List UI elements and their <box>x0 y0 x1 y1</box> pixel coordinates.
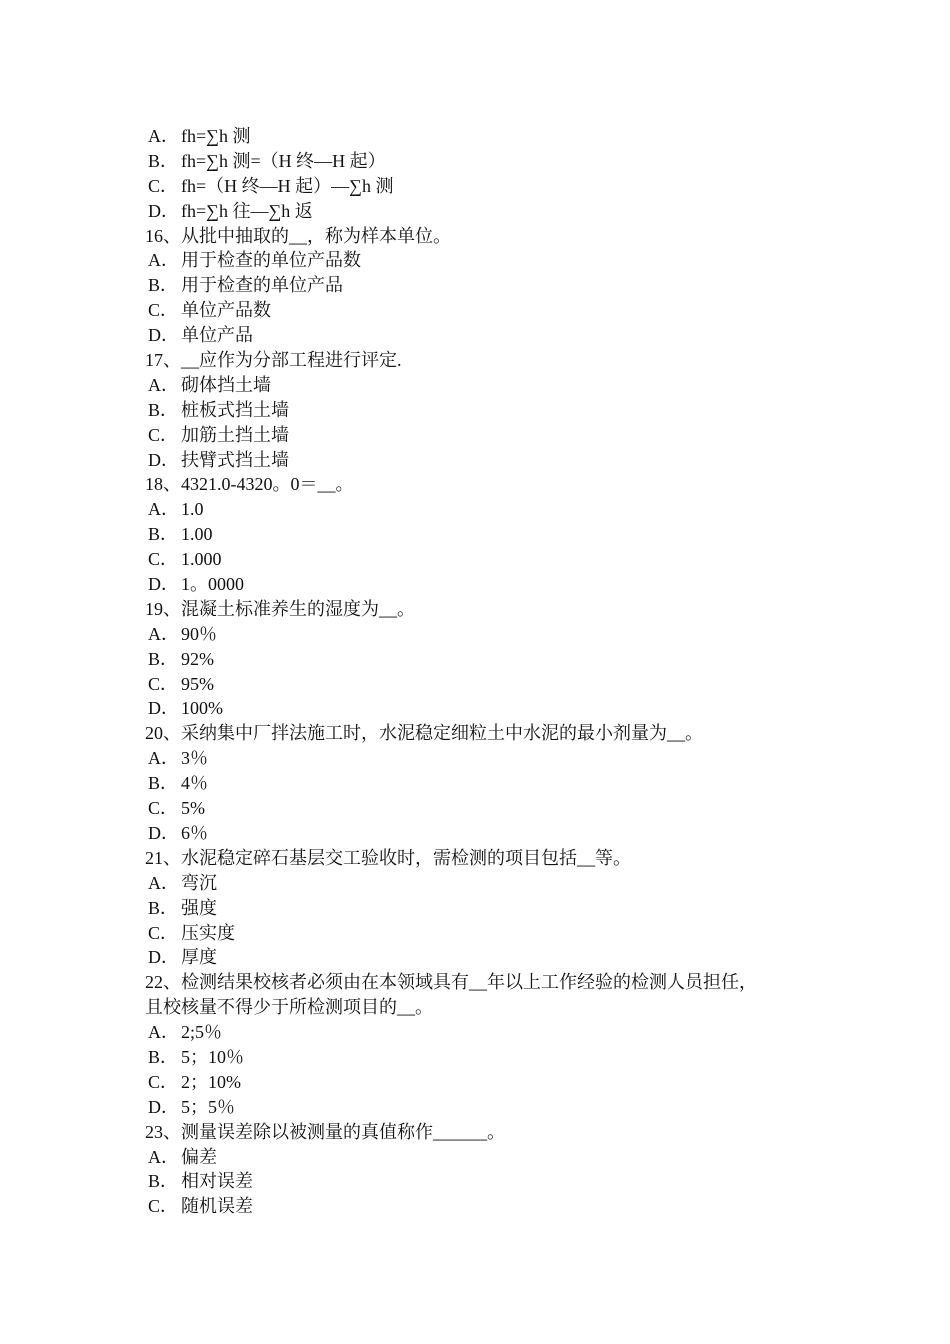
answer-option <box>145 622 825 647</box>
option-letter: A． <box>148 872 179 893</box>
answer-option <box>145 1020 825 1045</box>
answer-option <box>145 1070 825 1095</box>
option-text: 用于检查的单位产品数 <box>181 250 361 271</box>
question-list <box>145 124 825 1219</box>
option-letter: C． <box>148 798 179 819</box>
option-text: 4％ <box>181 773 208 794</box>
question-text: 18、4321.0-4320。0＝__。 <box>145 474 354 495</box>
answer-option <box>145 323 825 348</box>
option-letter: A． <box>148 126 179 146</box>
question-text: 17、__应作为分部工程进行评定. <box>145 350 402 371</box>
option-text: 92% <box>181 648 214 669</box>
option-text: 1。0000 <box>181 574 244 595</box>
option-letter: A． <box>148 250 179 271</box>
option-text: 1.000 <box>181 549 222 570</box>
option-text: 1.0 <box>181 499 204 520</box>
question-text: 22、检测结果校核者必须由在本领域具有__年以上工作经验的检测人员担任， <box>145 972 757 993</box>
answer-option <box>145 1145 825 1170</box>
answer-option <box>145 124 825 149</box>
answer-option <box>145 373 825 398</box>
question-text: 19、混凝土标准养生的湿度为__。 <box>145 598 415 619</box>
question-text: 20、采纳集中厂拌法施工时，水泥稳定细粒土中水泥的最小剂量为__。 <box>145 723 703 744</box>
option-text: 3％ <box>181 748 208 769</box>
option-letter: D． <box>148 947 179 968</box>
answer-option <box>145 945 825 970</box>
option-letter: C． <box>148 300 179 321</box>
answer-option <box>145 423 825 448</box>
option-text: 相对误差 <box>181 1171 253 1192</box>
option-text: 用于检查的单位产品 <box>181 275 343 296</box>
option-letter: A． <box>148 748 179 769</box>
option-text: 强度 <box>181 897 217 918</box>
option-text: 单位产品 <box>181 325 253 346</box>
answer-option <box>145 547 825 572</box>
option-text: 90％ <box>181 623 217 644</box>
answer-option <box>145 672 825 697</box>
option-letter: A． <box>148 499 179 520</box>
option-text: 5；10％ <box>181 1046 244 1067</box>
answer-option <box>145 298 825 323</box>
option-text: 100% <box>181 698 223 719</box>
option-text: 厚度 <box>181 947 217 968</box>
option-text: 砌体挡土墙 <box>181 374 271 395</box>
option-text: 95% <box>181 673 214 694</box>
option-text: 压实度 <box>181 922 235 943</box>
option-letter: C． <box>148 175 179 196</box>
option-letter: A． <box>148 623 179 644</box>
option-letter: C． <box>148 1071 179 1092</box>
answer-option <box>145 1045 825 1070</box>
question-text: 且校核量不得少于所检测项目的__。 <box>145 997 433 1018</box>
option-letter: D． <box>148 1096 179 1117</box>
answer-option <box>145 572 825 597</box>
option-text: 1.00 <box>181 524 213 545</box>
question-text: 21、水泥稳定碎石基层交工验收时，需检测的项目包括__等。 <box>145 847 631 868</box>
answer-option <box>145 248 825 273</box>
option-text: 2；10% <box>181 1071 241 1092</box>
option-letter: A． <box>148 1022 179 1043</box>
answer-option <box>145 921 825 946</box>
option-text: 偏差 <box>181 1146 217 1167</box>
answer-option <box>145 796 825 821</box>
answer-option <box>145 896 825 921</box>
option-text: 5；5％ <box>181 1096 235 1117</box>
option-letter: C． <box>148 673 179 694</box>
answer-option <box>145 746 825 771</box>
answer-option <box>145 174 825 199</box>
question-text: 23、测量误差除以被测量的真值称作______。 <box>145 1121 505 1142</box>
option-letter: A． <box>148 374 179 395</box>
option-letter: D． <box>148 822 179 843</box>
option-letter: D． <box>148 449 179 470</box>
option-letter: B． <box>148 275 179 296</box>
option-text: 桩板式挡土墙 <box>181 399 289 420</box>
answer-option <box>145 398 825 423</box>
option-text: 加筋土挡土墙 <box>181 424 289 445</box>
answer-option <box>145 273 825 298</box>
option-letter: D． <box>148 200 179 221</box>
answer-option <box>145 696 825 721</box>
answer-option <box>145 771 825 796</box>
answer-option <box>145 1095 825 1120</box>
option-text: 5% <box>181 798 205 819</box>
option-text: fh=∑h 测=（H 终—H 起） <box>181 150 386 171</box>
option-text: 2;5％ <box>181 1022 223 1043</box>
option-text: 扶臂式挡土墙 <box>181 449 289 470</box>
option-letter: A． <box>148 1146 179 1167</box>
answer-option <box>145 871 825 896</box>
option-text: 单位产品数 <box>181 300 271 321</box>
answer-option <box>145 1169 825 1194</box>
answer-option <box>145 199 825 224</box>
option-letter: C． <box>148 922 179 943</box>
option-letter: B． <box>148 1171 179 1192</box>
option-letter: B． <box>148 648 179 669</box>
option-letter: B． <box>148 773 179 794</box>
answer-option <box>145 821 825 846</box>
option-letter: B． <box>148 1046 179 1067</box>
option-letter: C． <box>148 424 179 445</box>
answer-option <box>145 522 825 547</box>
option-text: fh=∑h 往—∑h 返 <box>181 200 313 221</box>
answer-option <box>145 647 825 672</box>
option-letter: B． <box>148 399 179 420</box>
option-letter: C． <box>148 549 179 570</box>
option-text: 随机误差 <box>181 1196 253 1217</box>
option-text: fh=∑h 测 <box>181 126 251 146</box>
answer-option <box>145 1194 825 1219</box>
option-text: fh=（H 终—H 起）—∑h 测 <box>181 175 394 196</box>
answer-option <box>145 497 825 522</box>
option-letter: B． <box>148 150 179 171</box>
option-letter: D． <box>148 698 179 719</box>
option-letter: C． <box>148 1196 179 1217</box>
answer-option <box>145 149 825 174</box>
option-text: 6％ <box>181 822 208 843</box>
question-text: 16、从批中抽取的__，称为样本单位。 <box>145 225 451 246</box>
answer-option <box>145 448 825 473</box>
option-letter: B． <box>148 524 179 545</box>
option-letter: D． <box>148 574 179 595</box>
option-letter: B． <box>148 897 179 918</box>
option-letter: D． <box>148 325 179 346</box>
option-text: 弯沉 <box>181 872 217 893</box>
